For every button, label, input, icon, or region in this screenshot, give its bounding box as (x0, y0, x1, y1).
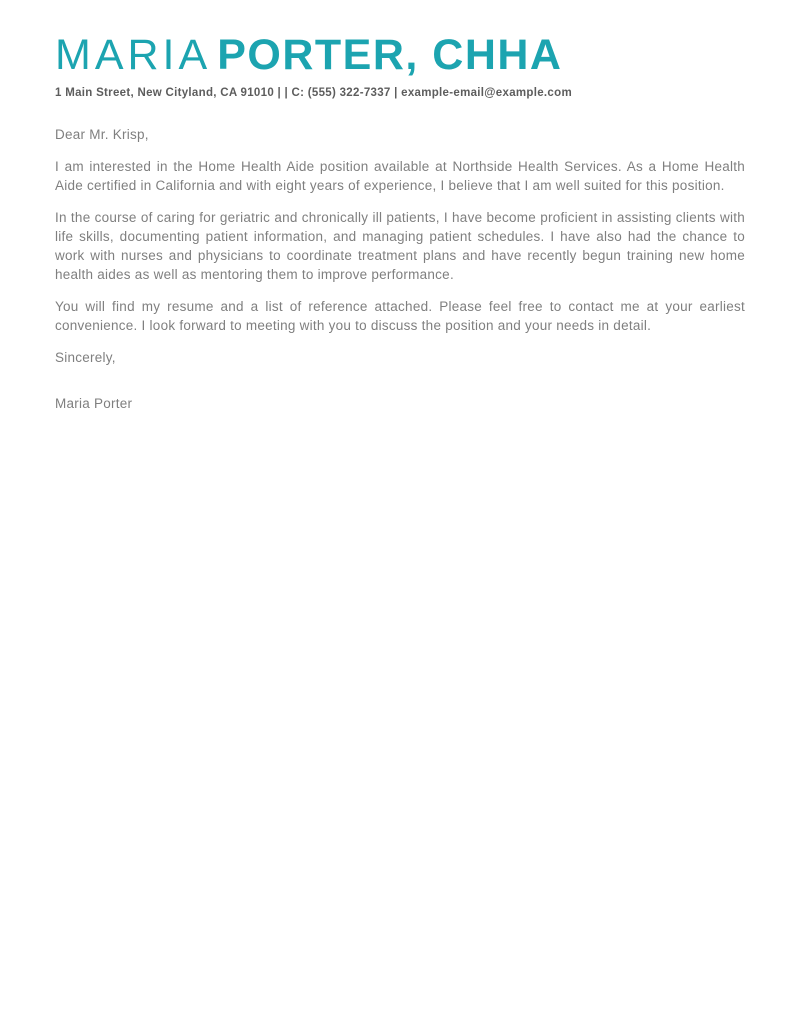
first-name: MARIA (55, 31, 212, 79)
paragraph-3: You will find my resume and a list of reference attached. Please feel free to contact me at your earliest convenience. I look forward to meeting with you to discuss the position and your needs in detail. (55, 299, 745, 334)
name-heading (55, 33, 745, 78)
letter-header (55, 33, 745, 99)
paragraph-1: I am interested in the Home Health Aide position available at Northside Health Services. As a Home Health Aide certified in California and with eight years of experience, I believe that I am well suited for this position. (55, 159, 745, 194)
greeting: Dear Mr. Krisp, (55, 127, 149, 143)
last-name-credential: PORTER, CHHA (217, 31, 563, 79)
paragraph-2: In the course of caring for geriatric and chronically ill patients, I have become proficient in assisting clients with life skills, documenting patient information, and managing patient schedules. I have also had the chance to work with nurses and physicians to coordinate treatment plans and have recently begun training new home health aides as well as mentoring them to improve performance. (55, 210, 745, 283)
contact-line: 1 Main Street, New Cityland, CA 91010 | | C: (555) 322-7337 | example-email@example.com (55, 87, 572, 100)
closing: Sincerely, (55, 350, 116, 366)
letter-body (55, 125, 745, 413)
signature: Maria Porter (55, 396, 133, 412)
